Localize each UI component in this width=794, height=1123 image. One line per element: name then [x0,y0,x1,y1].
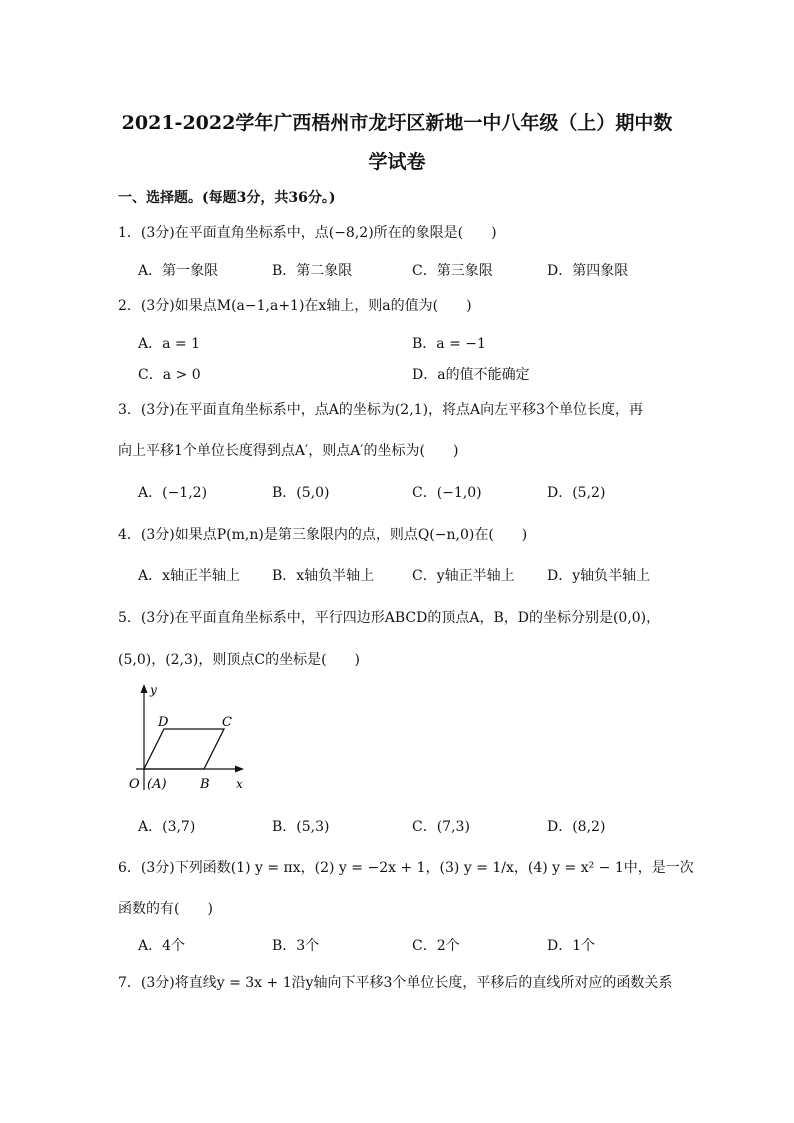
parallelogram-figure [118,682,258,794]
q4-option-b: B．x轴负半轴上 [272,568,375,584]
q2-option-b: B．a = −1 [412,336,486,352]
q3-option-d: D．(5,2) [547,485,606,501]
vertex-d-label: D [158,715,169,730]
q1-option-c: C．第三象限 [412,263,493,279]
parallelogram-abcd [144,729,224,769]
q1-option-d: D．第四象限 [547,263,629,279]
q6-option-a: A．4个 [138,938,186,954]
q4-option-c: C．y轴正半轴上 [412,568,515,584]
question-5-stem-line-2: (5,0)，(2,3)，则顶点C的坐标是( ) [118,652,361,668]
q5-option-b: B．(5,3) [272,819,330,835]
origin-label: O [129,777,140,792]
question-3-stem-line-1: 3．(3分)在平面直角坐标系中，点A的坐标为(2,1)，将点A向左平移3个单位长度，再 [118,402,644,418]
q3-option-c: C．(−1,0) [412,485,482,501]
question-6-stem-line-1: 6．(3分)下列函数(1) y = πx，(2) y = −2x + 1，(3) y = 1/x，(4) y = x² − 1中，是一次 [118,860,694,876]
q2-option-c: C．a > 0 [138,367,201,383]
q4-option-a: A．x轴正半轴上 [138,568,241,584]
vertex-a-label: (A) [147,777,167,792]
q6-option-d: D．1个 [547,938,596,954]
question-7-stem: 7．(3分)将直线y = 3x + 1沿y轴向下平移3个单位长度，平移后的直线所对应的函数关系 [118,975,673,991]
vertex-b-label: B [200,777,210,792]
q5-option-d: D．(8,2) [547,819,606,835]
x-axis-arrow [235,766,244,773]
question-4-stem: 4．(3分)如果点P(m,n)是第三象限内的点，则点Q(−n,0)在( ) [118,527,528,543]
q2-option-d: D．a的值不能确定 [412,367,530,383]
question-6-stem-line-2: 函数的有( ) [118,901,213,917]
section-heading: 一、选择题。(每题3分，共36分。) [118,190,336,206]
q2-option-a: A．a = 1 [138,336,200,352]
q1-option-a: A．第一象限 [138,263,219,279]
vertex-c-label: C [222,715,232,730]
q5-option-a: A．(3,7) [138,819,196,835]
q1-option-b: B．第二象限 [272,263,353,279]
q6-option-b: B．3个 [272,938,320,954]
q3-option-b: B．(5,0) [272,485,330,501]
question-1-stem: 1．(3分)在平面直角坐标系中，点(−8,2)所在的象限是( ) [118,225,497,241]
q3-option-a: A．(−1,2) [138,485,208,501]
question-2-stem: 2．(3分)如果点M(a−1,a+1)在x轴上，则a的值为( ) [118,298,472,314]
q6-option-c: C．2个 [412,938,460,954]
title-line-2: 学试卷 [368,151,426,173]
y-axis-arrow [141,684,148,693]
title-line-1: 2021-2022学年广西梧州市龙圩区新地一中八年级（上）期中数 [121,112,673,134]
x-axis-label: x [236,777,243,791]
q4-option-d: D．y轴负半轴上 [547,568,651,584]
question-5-stem-line-1: 5．(3分)在平面直角坐标系中，平行四边形ABCD的顶点A，B，D的坐标分别是(0,0)， [118,610,661,626]
question-3-stem-line-2: 向上平移1个单位长度得到点A′，则点A′的坐标为( ) [118,443,459,459]
y-axis-label: y [150,683,157,697]
q5-option-c: C．(7,3) [412,819,470,835]
